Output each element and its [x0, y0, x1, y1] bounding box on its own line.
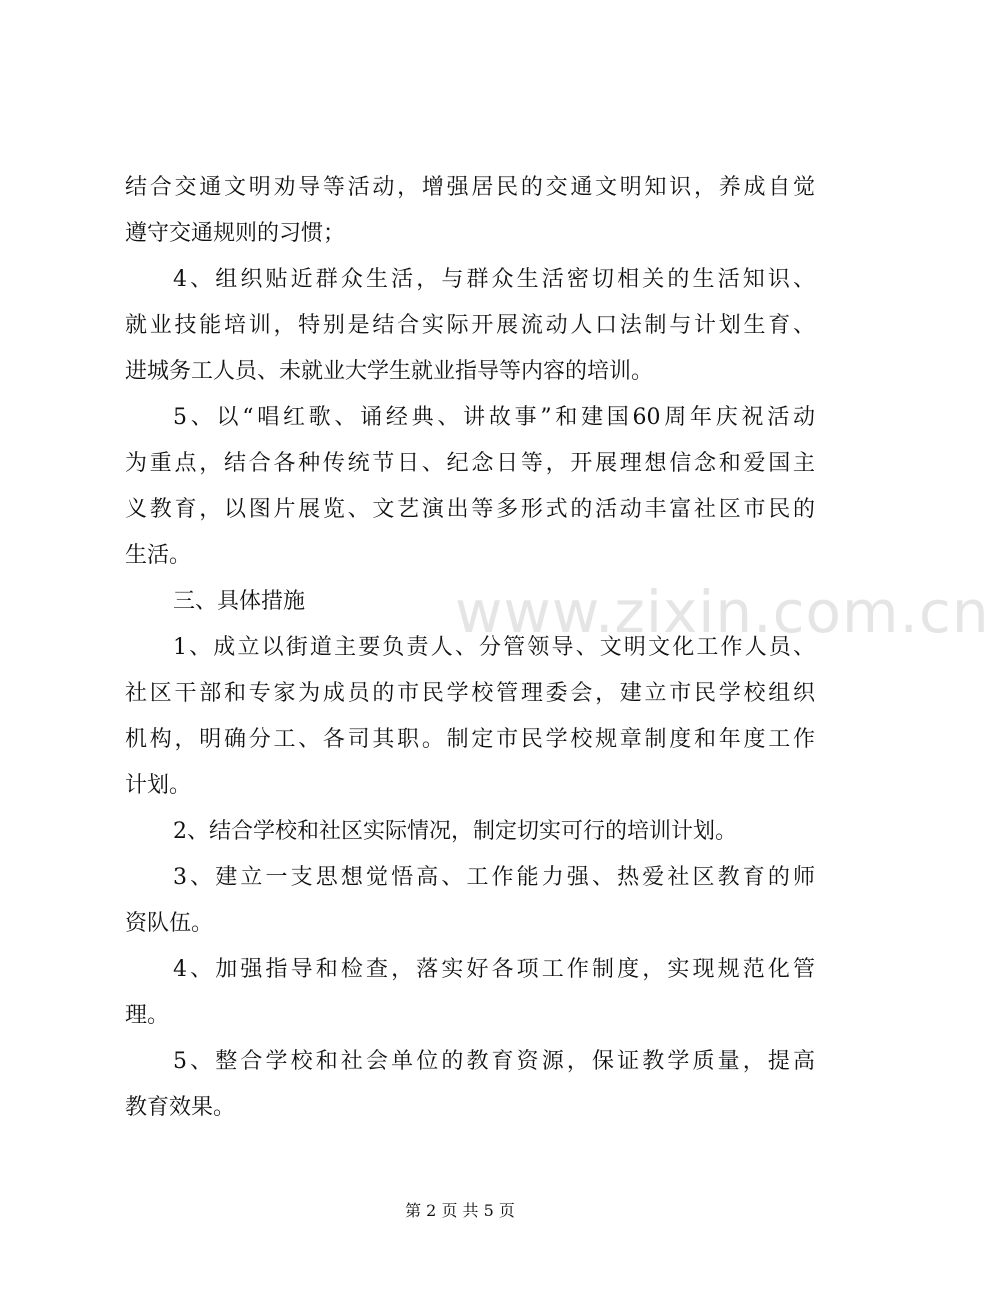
text-line: 社区干部和专家为成员的市民学校管理委会，建立市民学校组织: [125, 681, 815, 706]
text-line: 计划。: [125, 773, 192, 798]
text-line: 就业技能培训，特别是结合实际开展流动人口法制与计划生育、: [125, 313, 815, 338]
text-line: 5、整合学校和社会单位的教育资源，保证教学质量，提高: [173, 1049, 815, 1074]
text-line: 义教育，以图片展览、文艺演出等多形式的活动丰富社区市民的: [125, 497, 815, 522]
text-line: 4、组织贴近群众生活，与群众生活密切相关的生活知识、: [173, 267, 815, 292]
text-line: 为重点，结合各种传统节日、纪念日等，开展理想信念和爱国主: [125, 451, 815, 476]
text-line: 生活。: [125, 543, 192, 568]
text-line: 机构，明确分工、各司其职。制定市民学校规章制度和年度工作: [125, 727, 815, 752]
text-line: 理。: [125, 1003, 170, 1028]
text-line: 2、结合学校和社区实际情况，制定切实可行的培训计划。: [173, 819, 737, 844]
page-footer: 第 2 页 共 5 页: [405, 1201, 515, 1220]
text-line: 资队伍。: [125, 911, 214, 936]
text-line: 1、成立以街道主要负责人、分管领导、文明文化工作人员、: [173, 635, 815, 660]
text-line: 进城务工人员、未就业大学生就业指导等内容的培训。: [125, 359, 654, 384]
watermark: www.zixin.com.cn: [455, 578, 990, 646]
text-line: 5、以“唱红歌、诵经典、讲故事”和建国60周年庆祝活动: [173, 405, 815, 430]
text-line: 教育效果。: [125, 1095, 236, 1120]
text-line: 3、建立一支思想觉悟高、工作能力强、热爱社区教育的师: [173, 865, 815, 890]
text-line: 三、具体措施: [173, 589, 306, 614]
text-line: 遵守交通规则的习惯；: [125, 221, 346, 246]
text-line: 4、加强指导和检查，落实好各项工作制度，实现规范化管: [173, 957, 815, 982]
text-line: 结合交通文明劝导等活动，增强居民的交通文明知识，养成自觉: [125, 175, 815, 200]
document-body: [125, 165, 815, 1131]
